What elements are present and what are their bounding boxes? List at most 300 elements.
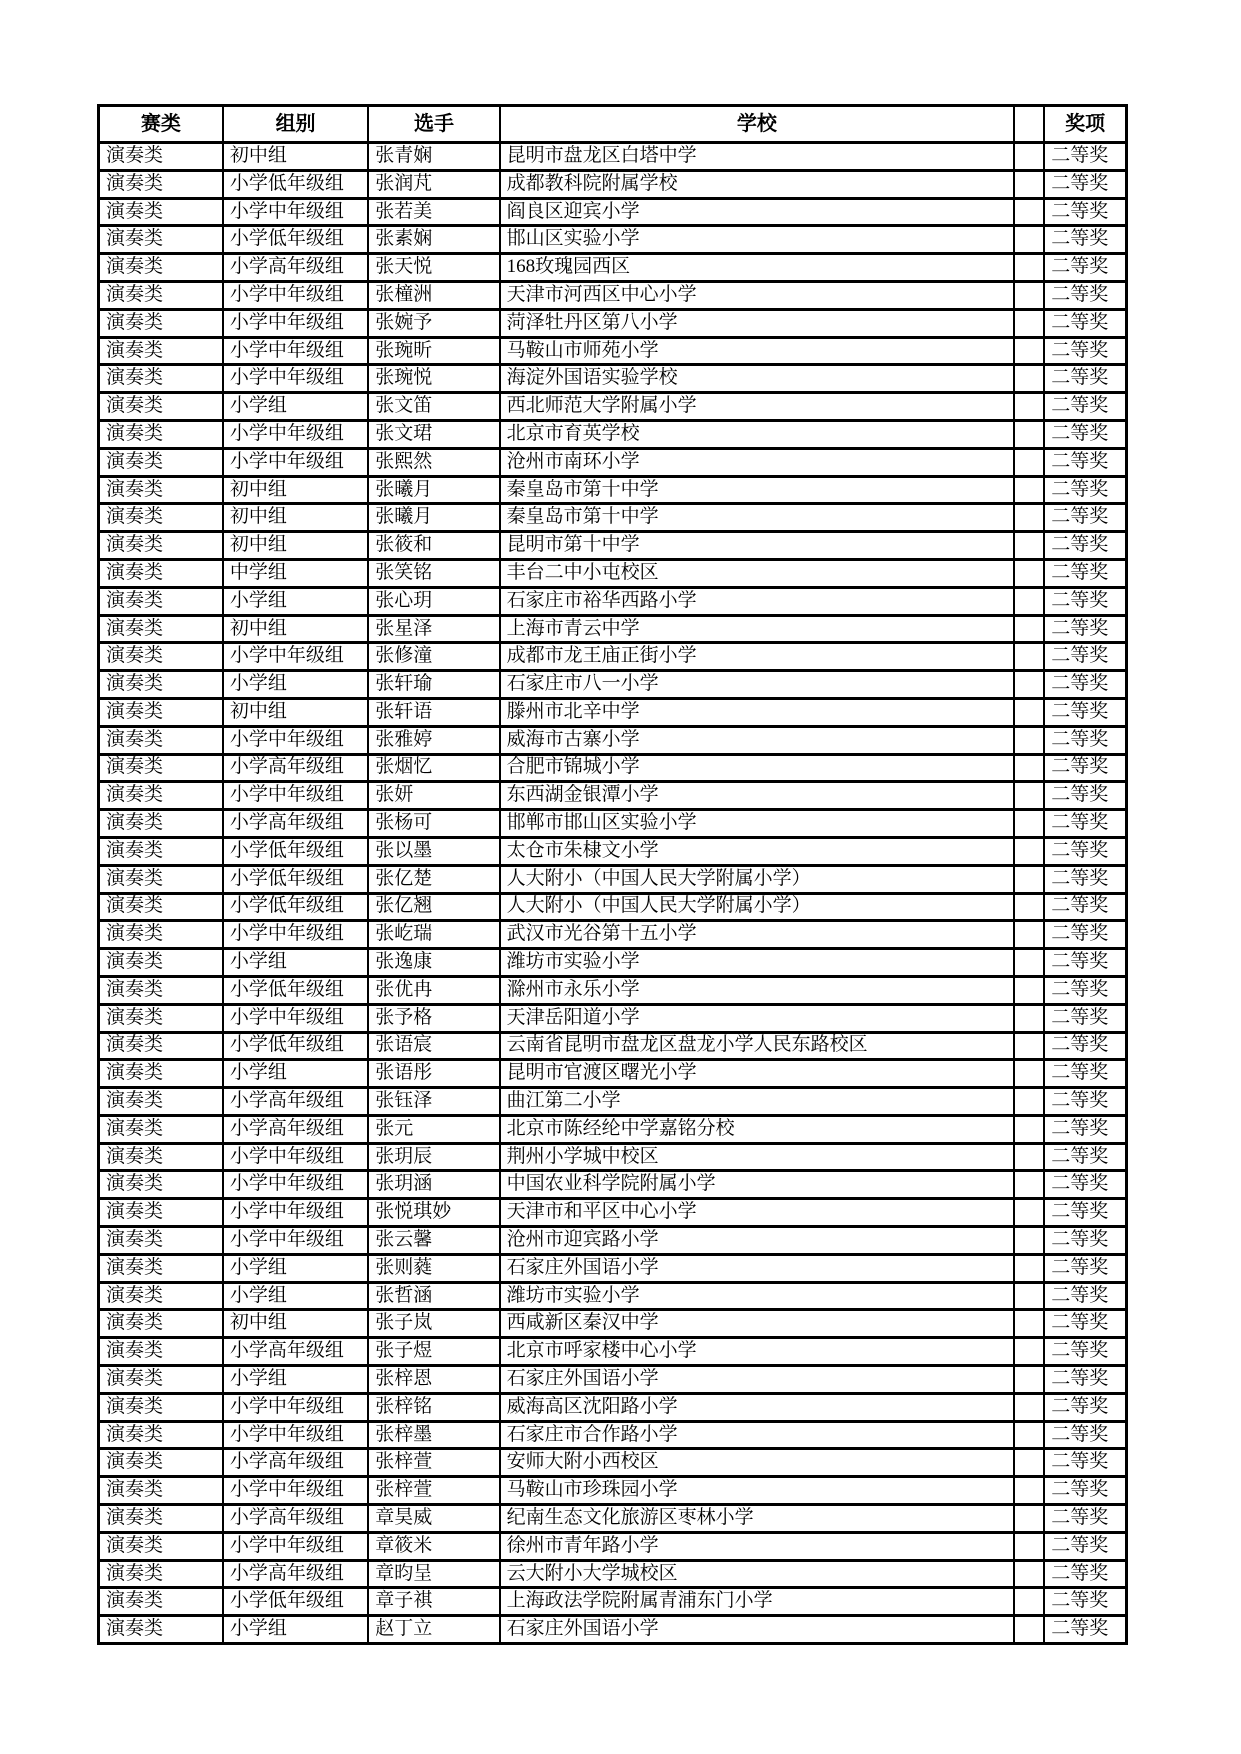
cell-contestant: 张心玥 — [368, 587, 499, 615]
cell-category: 演奏类 — [99, 559, 223, 587]
cell-award: 二等奖 — [1044, 281, 1126, 309]
cell-school: 石家庄市合作路小学 — [500, 1421, 1015, 1449]
cell-award: 二等奖 — [1044, 476, 1126, 504]
cell-school: 昆明市官渡区曙光小学 — [500, 1060, 1015, 1088]
cell-group: 小学低年级组 — [223, 1032, 368, 1060]
cell-group: 小学高年级组 — [223, 810, 368, 838]
table-row — [99, 559, 1127, 587]
cell-spacer — [1014, 782, 1044, 810]
cell-contestant: 张亿翘 — [368, 893, 499, 921]
table-row — [99, 1254, 1127, 1282]
table-row — [99, 1310, 1127, 1338]
cell-category: 演奏类 — [99, 1560, 223, 1588]
cell-award: 二等奖 — [1044, 1338, 1126, 1366]
table-row — [99, 1199, 1127, 1227]
cell-award: 二等奖 — [1044, 1588, 1126, 1616]
cell-group: 小学中年级组 — [223, 1143, 368, 1171]
cell-school: 纪南生态文化旅游区枣林小学 — [500, 1505, 1015, 1533]
cell-contestant: 张妍 — [368, 782, 499, 810]
cell-school: 石家庄外国语小学 — [500, 1366, 1015, 1394]
table-row — [99, 1393, 1127, 1421]
cell-group: 初中组 — [223, 1310, 368, 1338]
cell-contestant: 张玥涵 — [368, 1171, 499, 1199]
cell-category: 演奏类 — [99, 1366, 223, 1394]
cell-spacer — [1014, 559, 1044, 587]
cell-spacer — [1014, 226, 1044, 254]
cell-award: 二等奖 — [1044, 893, 1126, 921]
cell-contestant: 张钰泽 — [368, 1088, 499, 1116]
table-row — [99, 1032, 1127, 1060]
cell-category: 演奏类 — [99, 949, 223, 977]
cell-spacer — [1014, 1171, 1044, 1199]
cell-contestant: 张琬悦 — [368, 365, 499, 393]
cell-spacer — [1014, 1477, 1044, 1505]
cell-award: 二等奖 — [1044, 1477, 1126, 1505]
cell-school: 上海市青云中学 — [500, 615, 1015, 643]
cell-contestant: 张梓铭 — [368, 1393, 499, 1421]
table-row — [99, 1616, 1127, 1644]
cell-contestant: 张曦月 — [368, 504, 499, 532]
cell-category: 演奏类 — [99, 1616, 223, 1644]
cell-contestant: 张梓萱 — [368, 1449, 499, 1477]
cell-category: 演奏类 — [99, 1143, 223, 1171]
cell-school: 马鞍山市师苑小学 — [500, 337, 1015, 365]
table-row — [99, 281, 1127, 309]
cell-contestant: 张琬昕 — [368, 337, 499, 365]
cell-spacer — [1014, 1282, 1044, 1310]
cell-school: 中国农业科学院附属小学 — [500, 1171, 1015, 1199]
cell-spacer — [1014, 1060, 1044, 1088]
cell-spacer — [1014, 976, 1044, 1004]
table-row — [99, 810, 1127, 838]
table-row — [99, 726, 1127, 754]
cell-spacer — [1014, 281, 1044, 309]
cell-spacer — [1014, 1338, 1044, 1366]
cell-contestant: 张悦琪妙 — [368, 1199, 499, 1227]
cell-spacer — [1014, 337, 1044, 365]
cell-award: 二等奖 — [1044, 1032, 1126, 1060]
cell-group: 小学高年级组 — [223, 1449, 368, 1477]
cell-contestant: 张梓萱 — [368, 1477, 499, 1505]
cell-category: 演奏类 — [99, 143, 223, 171]
cell-category: 演奏类 — [99, 1004, 223, 1032]
cell-school: 沧州市南环小学 — [500, 448, 1015, 476]
cell-spacer — [1014, 1505, 1044, 1533]
table-header — [99, 106, 1127, 143]
cell-contestant: 章筱米 — [368, 1532, 499, 1560]
cell-group: 初中组 — [223, 615, 368, 643]
cell-group: 小学低年级组 — [223, 170, 368, 198]
cell-spacer — [1014, 1588, 1044, 1616]
cell-contestant: 赵丁立 — [368, 1616, 499, 1644]
table-row — [99, 365, 1127, 393]
cell-spacer — [1014, 254, 1044, 282]
table-row — [99, 420, 1127, 448]
cell-contestant: 张修潼 — [368, 643, 499, 671]
cell-school: 丰台二中小屯校区 — [500, 559, 1015, 587]
cell-category: 演奏类 — [99, 1227, 223, 1255]
cell-school: 昆明市盘龙区白塔中学 — [500, 143, 1015, 171]
cell-school: 成都教科院附属学校 — [500, 170, 1015, 198]
cell-category: 演奏类 — [99, 1060, 223, 1088]
table-row — [99, 1004, 1127, 1032]
cell-award: 二等奖 — [1044, 532, 1126, 560]
cell-group: 小学组 — [223, 949, 368, 977]
cell-award: 二等奖 — [1044, 1393, 1126, 1421]
cell-category: 演奏类 — [99, 420, 223, 448]
cell-award: 二等奖 — [1044, 254, 1126, 282]
table-row — [99, 1115, 1127, 1143]
cell-spacer — [1014, 504, 1044, 532]
cell-award: 二等奖 — [1044, 420, 1126, 448]
cell-contestant: 张子岚 — [368, 1310, 499, 1338]
cell-spacer — [1014, 893, 1044, 921]
cell-award: 二等奖 — [1044, 1254, 1126, 1282]
cell-contestant: 张云馨 — [368, 1227, 499, 1255]
cell-group: 小学高年级组 — [223, 1338, 368, 1366]
cell-group: 初中组 — [223, 504, 368, 532]
cell-group: 小学中年级组 — [223, 1004, 368, 1032]
cell-group: 小学高年级组 — [223, 1560, 368, 1588]
cell-award: 二等奖 — [1044, 226, 1126, 254]
cell-category: 演奏类 — [99, 698, 223, 726]
cell-spacer — [1014, 1227, 1044, 1255]
cell-spacer — [1014, 143, 1044, 171]
cell-category: 演奏类 — [99, 1449, 223, 1477]
cell-spacer — [1014, 949, 1044, 977]
cell-category: 演奏类 — [99, 1532, 223, 1560]
cell-contestant: 张元 — [368, 1115, 499, 1143]
cell-category: 演奏类 — [99, 1254, 223, 1282]
table-row — [99, 754, 1127, 782]
cell-award: 二等奖 — [1044, 1616, 1126, 1644]
cell-spacer — [1014, 1199, 1044, 1227]
table-row — [99, 170, 1127, 198]
cell-school: 秦皇岛市第十中学 — [500, 476, 1015, 504]
cell-group: 小学中年级组 — [223, 365, 368, 393]
cell-award: 二等奖 — [1044, 143, 1126, 171]
cell-school: 上海政法学院附属青浦东门小学 — [500, 1588, 1015, 1616]
cell-spacer — [1014, 1115, 1044, 1143]
cell-spacer — [1014, 448, 1044, 476]
cell-category: 演奏类 — [99, 754, 223, 782]
table-row — [99, 393, 1127, 421]
table-row — [99, 1366, 1127, 1394]
table-row — [99, 309, 1127, 337]
cell-category: 演奏类 — [99, 1393, 223, 1421]
cell-spacer — [1014, 726, 1044, 754]
cell-spacer — [1014, 309, 1044, 337]
cell-school: 云大附小大学城校区 — [500, 1560, 1015, 1588]
cell-spacer — [1014, 643, 1044, 671]
cell-spacer — [1014, 532, 1044, 560]
cell-school: 秦皇岛市第十中学 — [500, 504, 1015, 532]
cell-category: 演奏类 — [99, 643, 223, 671]
cell-contestant: 张文珺 — [368, 420, 499, 448]
cell-group: 小学组 — [223, 393, 368, 421]
cell-award: 二等奖 — [1044, 1310, 1126, 1338]
cell-contestant: 张婉予 — [368, 309, 499, 337]
cell-award: 二等奖 — [1044, 1060, 1126, 1088]
cell-school: 云南省昆明市盘龙区盘龙小学人民东路校区 — [500, 1032, 1015, 1060]
cell-group: 小学中年级组 — [223, 309, 368, 337]
cell-school: 西咸新区秦汉中学 — [500, 1310, 1015, 1338]
cell-contestant: 张屹瑞 — [368, 921, 499, 949]
table-row — [99, 504, 1127, 532]
cell-award: 二等奖 — [1044, 615, 1126, 643]
cell-award: 二等奖 — [1044, 1143, 1126, 1171]
cell-group: 小学高年级组 — [223, 1115, 368, 1143]
table-row — [99, 782, 1127, 810]
cell-award: 二等奖 — [1044, 1505, 1126, 1533]
cell-contestant: 张杨可 — [368, 810, 499, 838]
cell-group: 小学低年级组 — [223, 893, 368, 921]
table-row — [99, 1505, 1127, 1533]
cell-award: 二等奖 — [1044, 837, 1126, 865]
cell-school: 昆明市第十中学 — [500, 532, 1015, 560]
cell-group: 小学组 — [223, 1616, 368, 1644]
cell-spacer — [1014, 671, 1044, 699]
cell-contestant: 张以墨 — [368, 837, 499, 865]
cell-school: 石家庄市八一小学 — [500, 671, 1015, 699]
cell-group: 小学中年级组 — [223, 337, 368, 365]
cell-group: 小学中年级组 — [223, 1199, 368, 1227]
cell-school: 太仓市朱棣文小学 — [500, 837, 1015, 865]
cell-school: 威海市古寨小学 — [500, 726, 1015, 754]
cell-contestant: 张青娴 — [368, 143, 499, 171]
cell-category: 演奏类 — [99, 448, 223, 476]
cell-school: 曲江第二小学 — [500, 1088, 1015, 1116]
cell-award: 二等奖 — [1044, 1088, 1126, 1116]
table-row — [99, 671, 1127, 699]
cell-contestant: 张素娴 — [368, 226, 499, 254]
cell-spacer — [1014, 170, 1044, 198]
cell-contestant: 张逸康 — [368, 949, 499, 977]
table-row — [99, 1532, 1127, 1560]
table-row — [99, 1060, 1127, 1088]
table-row — [99, 254, 1127, 282]
cell-category: 演奏类 — [99, 1032, 223, 1060]
cell-award: 二等奖 — [1044, 559, 1126, 587]
table-row — [99, 143, 1127, 171]
cell-school: 荆州小学城中校区 — [500, 1143, 1015, 1171]
cell-category: 演奏类 — [99, 1421, 223, 1449]
cell-contestant: 张子煜 — [368, 1338, 499, 1366]
table-row — [99, 476, 1127, 504]
table-row — [99, 1171, 1127, 1199]
cell-contestant: 张语彤 — [368, 1060, 499, 1088]
cell-group: 小学中年级组 — [223, 782, 368, 810]
table-body — [99, 143, 1127, 1644]
cell-award: 二等奖 — [1044, 1227, 1126, 1255]
cell-school: 沧州市迎宾路小学 — [500, 1227, 1015, 1255]
cell-group: 小学组 — [223, 587, 368, 615]
cell-group: 小学组 — [223, 1060, 368, 1088]
cell-spacer — [1014, 865, 1044, 893]
cell-contestant: 张优冉 — [368, 976, 499, 1004]
cell-category: 演奏类 — [99, 865, 223, 893]
cell-contestant: 张轩瑜 — [368, 671, 499, 699]
cell-school: 人大附小（中国人民大学附属小学） — [500, 865, 1015, 893]
cell-group: 小学中年级组 — [223, 281, 368, 309]
cell-group: 小学中年级组 — [223, 643, 368, 671]
cell-award: 二等奖 — [1044, 393, 1126, 421]
cell-award: 二等奖 — [1044, 365, 1126, 393]
cell-category: 演奏类 — [99, 976, 223, 1004]
cell-spacer — [1014, 1421, 1044, 1449]
cell-group: 小学中年级组 — [223, 420, 368, 448]
table-row — [99, 448, 1127, 476]
cell-spacer — [1014, 698, 1044, 726]
cell-category: 演奏类 — [99, 393, 223, 421]
table-row — [99, 337, 1127, 365]
cell-award: 二等奖 — [1044, 810, 1126, 838]
cell-group: 中学组 — [223, 559, 368, 587]
header-school: 学校 — [500, 106, 1015, 143]
cell-award: 二等奖 — [1044, 976, 1126, 1004]
cell-award: 二等奖 — [1044, 337, 1126, 365]
cell-spacer — [1014, 393, 1044, 421]
cell-award: 二等奖 — [1044, 1421, 1126, 1449]
cell-school: 石家庄外国语小学 — [500, 1616, 1015, 1644]
cell-group: 小学中年级组 — [223, 726, 368, 754]
cell-spacer — [1014, 837, 1044, 865]
cell-category: 演奏类 — [99, 782, 223, 810]
cell-contestant: 张筱和 — [368, 532, 499, 560]
cell-school: 阎良区迎宾小学 — [500, 198, 1015, 226]
cell-contestant: 张亿楚 — [368, 865, 499, 893]
cell-group: 小学组 — [223, 1366, 368, 1394]
award-list-table — [97, 104, 1128, 1645]
cell-contestant: 章昀呈 — [368, 1560, 499, 1588]
cell-category: 演奏类 — [99, 1505, 223, 1533]
cell-spacer — [1014, 587, 1044, 615]
header-award: 奖项 — [1044, 106, 1126, 143]
cell-spacer — [1014, 1393, 1044, 1421]
cell-contestant: 张天悦 — [368, 254, 499, 282]
cell-category: 演奏类 — [99, 504, 223, 532]
cell-award: 二等奖 — [1044, 1449, 1126, 1477]
cell-contestant: 张梓恩 — [368, 1366, 499, 1394]
header-category: 赛类 — [99, 106, 223, 143]
cell-spacer — [1014, 1143, 1044, 1171]
cell-award: 二等奖 — [1044, 587, 1126, 615]
cell-category: 演奏类 — [99, 1115, 223, 1143]
cell-spacer — [1014, 365, 1044, 393]
cell-award: 二等奖 — [1044, 726, 1126, 754]
cell-group: 小学高年级组 — [223, 254, 368, 282]
table-row — [99, 1477, 1127, 1505]
cell-school: 西北师范大学附属小学 — [500, 393, 1015, 421]
cell-group: 小学中年级组 — [223, 1393, 368, 1421]
cell-group: 初中组 — [223, 476, 368, 504]
table-row — [99, 976, 1127, 1004]
cell-contestant: 张雅婷 — [368, 726, 499, 754]
cell-contestant: 张哲涵 — [368, 1282, 499, 1310]
cell-school: 武汉市光谷第十五小学 — [500, 921, 1015, 949]
header-row — [99, 106, 1127, 143]
table-row — [99, 1421, 1127, 1449]
cell-spacer — [1014, 1254, 1044, 1282]
table-row — [99, 1338, 1127, 1366]
table-row — [99, 226, 1127, 254]
cell-school: 人大附小（中国人民大学附属小学） — [500, 893, 1015, 921]
cell-group: 小学中年级组 — [223, 448, 368, 476]
cell-category: 演奏类 — [99, 254, 223, 282]
cell-category: 演奏类 — [99, 615, 223, 643]
cell-category: 演奏类 — [99, 1310, 223, 1338]
table-row — [99, 1449, 1127, 1477]
cell-category: 演奏类 — [99, 810, 223, 838]
table-row — [99, 1088, 1127, 1116]
cell-school: 邯郸市邯山区实验小学 — [500, 810, 1015, 838]
table-row — [99, 1588, 1127, 1616]
cell-spacer — [1014, 810, 1044, 838]
cell-group: 初中组 — [223, 532, 368, 560]
cell-school: 北京市育英学校 — [500, 420, 1015, 448]
cell-category: 演奏类 — [99, 1338, 223, 1366]
cell-spacer — [1014, 754, 1044, 782]
cell-award: 二等奖 — [1044, 921, 1126, 949]
cell-award: 二等奖 — [1044, 643, 1126, 671]
cell-school: 邯山区实验小学 — [500, 226, 1015, 254]
cell-school: 168玫瑰园西区 — [500, 254, 1015, 282]
cell-spacer — [1014, 1616, 1044, 1644]
cell-school: 合肥市锦城小学 — [500, 754, 1015, 782]
cell-school: 石家庄外国语小学 — [500, 1254, 1015, 1282]
cell-group: 小学高年级组 — [223, 1505, 368, 1533]
cell-category: 演奏类 — [99, 1588, 223, 1616]
cell-category: 演奏类 — [99, 281, 223, 309]
cell-school: 天津市和平区中心小学 — [500, 1199, 1015, 1227]
cell-award: 二等奖 — [1044, 949, 1126, 977]
cell-contestant: 张轩语 — [368, 698, 499, 726]
cell-award: 二等奖 — [1044, 1532, 1126, 1560]
table-row — [99, 1282, 1127, 1310]
cell-contestant: 张熙然 — [368, 448, 499, 476]
cell-contestant: 张语宸 — [368, 1032, 499, 1060]
cell-award: 二等奖 — [1044, 448, 1126, 476]
table-row — [99, 1560, 1127, 1588]
cell-category: 演奏类 — [99, 837, 223, 865]
header-spacer — [1014, 106, 1044, 143]
cell-category: 演奏类 — [99, 532, 223, 560]
cell-award: 二等奖 — [1044, 198, 1126, 226]
cell-spacer — [1014, 921, 1044, 949]
cell-award: 二等奖 — [1044, 1560, 1126, 1588]
cell-category: 演奏类 — [99, 1282, 223, 1310]
cell-category: 演奏类 — [99, 1171, 223, 1199]
cell-group: 小学中年级组 — [223, 1171, 368, 1199]
cell-category: 演奏类 — [99, 1088, 223, 1116]
cell-group: 小学高年级组 — [223, 754, 368, 782]
cell-category: 演奏类 — [99, 198, 223, 226]
cell-spacer — [1014, 476, 1044, 504]
cell-category: 演奏类 — [99, 337, 223, 365]
cell-group: 小学中年级组 — [223, 1227, 368, 1255]
cell-spacer — [1014, 1088, 1044, 1116]
cell-award: 二等奖 — [1044, 170, 1126, 198]
table-row — [99, 865, 1127, 893]
cell-contestant: 张予格 — [368, 1004, 499, 1032]
cell-spacer — [1014, 1310, 1044, 1338]
cell-school: 石家庄市裕华西路小学 — [500, 587, 1015, 615]
cell-school: 天津市河西区中心小学 — [500, 281, 1015, 309]
cell-contestant: 张烟忆 — [368, 754, 499, 782]
cell-award: 二等奖 — [1044, 782, 1126, 810]
cell-contestant: 张梓墨 — [368, 1421, 499, 1449]
cell-award: 二等奖 — [1044, 671, 1126, 699]
